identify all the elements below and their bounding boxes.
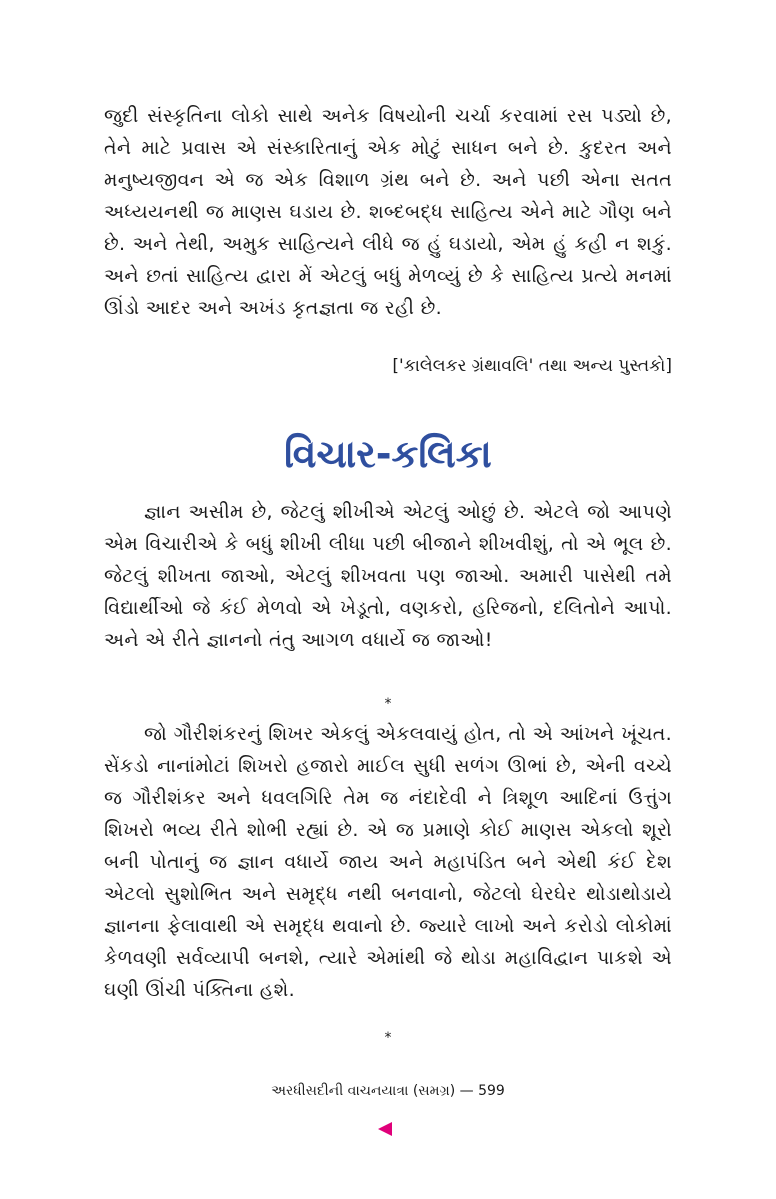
section-heading: વિચાર-કલિકા xyxy=(284,432,492,476)
thought-block-2 xyxy=(104,718,672,1006)
thought-paragraph-2: જો ગૌરીશંકરનું શિખર એકલું એકલવાયું હોત, તો એ આંખને ખૂંચત. સેંકડો નાનાંમોટાં શિખરો હજારો માઈલ સુધી સળંગ ઊભાં છે, એની વચ્ચે જ ગૌરીશંકર અને ધવલગિરિ તેમ જ નંદાદેવી ને ત્રિશૂળ આદિનાં ઉત્તુંગ શિખરો ભવ્ય રીતે શોભી રહ્યાં છે. એ જ પ્રમાણે કોઈ માણસ એકલો શૂરો બની પોતાનું જ જ્ઞાન વધાર્યે જાય અને મહાપંડિત બને એથી કંઈ દેશ એટલો સુશોભિત અને સમૃદ્ધ નથી બનવાનો, જેટલો ઘેરઘેર થોડાથોડાયે જ્ઞાનના ફેલાવાથી એ સમૃદ્ધ થવાનો છે. જ્યારે લાખો અને કરોડો લોકોમાં કેળવણી સર્વવ્યાપી બનશે, ત્યારે એમાંથી જે થોડા મહાવિદ્વાન પાકશે એ ઘણી ઊંચી પંક્તિના હશે. xyxy=(104,723,672,1001)
previous-page-arrow-icon[interactable] xyxy=(378,1122,392,1136)
intro-paragraph: જુદી સંસ્કૃતિના લોકો સાથે અનેક વિષયોની ચર્ચા કરવામાં રસ પડ્યો છે, તેને માટે પ્રવાસ એ સંસ્કારિતાનું એક મોટું સાધન બને છે. કુદરત અને મનુષ્યજીવન એ જ એક વિશાળ ગ્રંથ બને છે. અને પછી એના સતત અધ્યયનથી જ માણસ ઘડાય છે. શબ્દબદ્ધ સાહિત્ય એને માટે ગૌણ બને છે. અને તેથી, અમુક સાહિત્યને લીધે જ હું ઘડાયો, એમ હું કહી ન શકું. અને છતાં સાહિત્ય દ્વારા મેં એટલું બધું મેળવ્યું છે કે સાહિત્ય પ્રત્યે મનમાં ઊંડો આદર અને અખંડ કૃતજ્ઞતા જ રહી છે. xyxy=(104,105,672,319)
thought-paragraph-1: જ્ઞાન અસીમ છે, જેટલું શીખીએ એટલું ઓછું છે. એટલે જો આપણે એમ વિચારીએ કે બધું શીખી લીધા પછી બીજાને શીખવીશું, તો એ ભૂલ છે. જેટલું શીખતા જાઓ, એટલું શીખવતા પણ જાઓ. અમારી પાસેથી તમે વિદ્યાર્થીઓ જે કંઈ મેળવો એ ખેડૂતો, વણકરો, હરિજનો, દલિતોને આપો. અને એ રીતે જ્ઞાનનો તંતુ આગળ વધાર્યે જ જાઓ! xyxy=(104,501,672,651)
thought-block-1 xyxy=(104,496,672,656)
separator-asterisk: * xyxy=(384,696,392,712)
intro-text-block xyxy=(104,100,672,324)
page-footer: અરધીસદીની વાચનયાત્રા (સમગ્ર) — 599 xyxy=(271,1083,505,1099)
separator-asterisk: * xyxy=(384,1030,392,1046)
source-citation: ['કાલેલકર ગ્રંથાવલિ' તથા અન્ય પુસ્તકો] xyxy=(392,356,672,376)
